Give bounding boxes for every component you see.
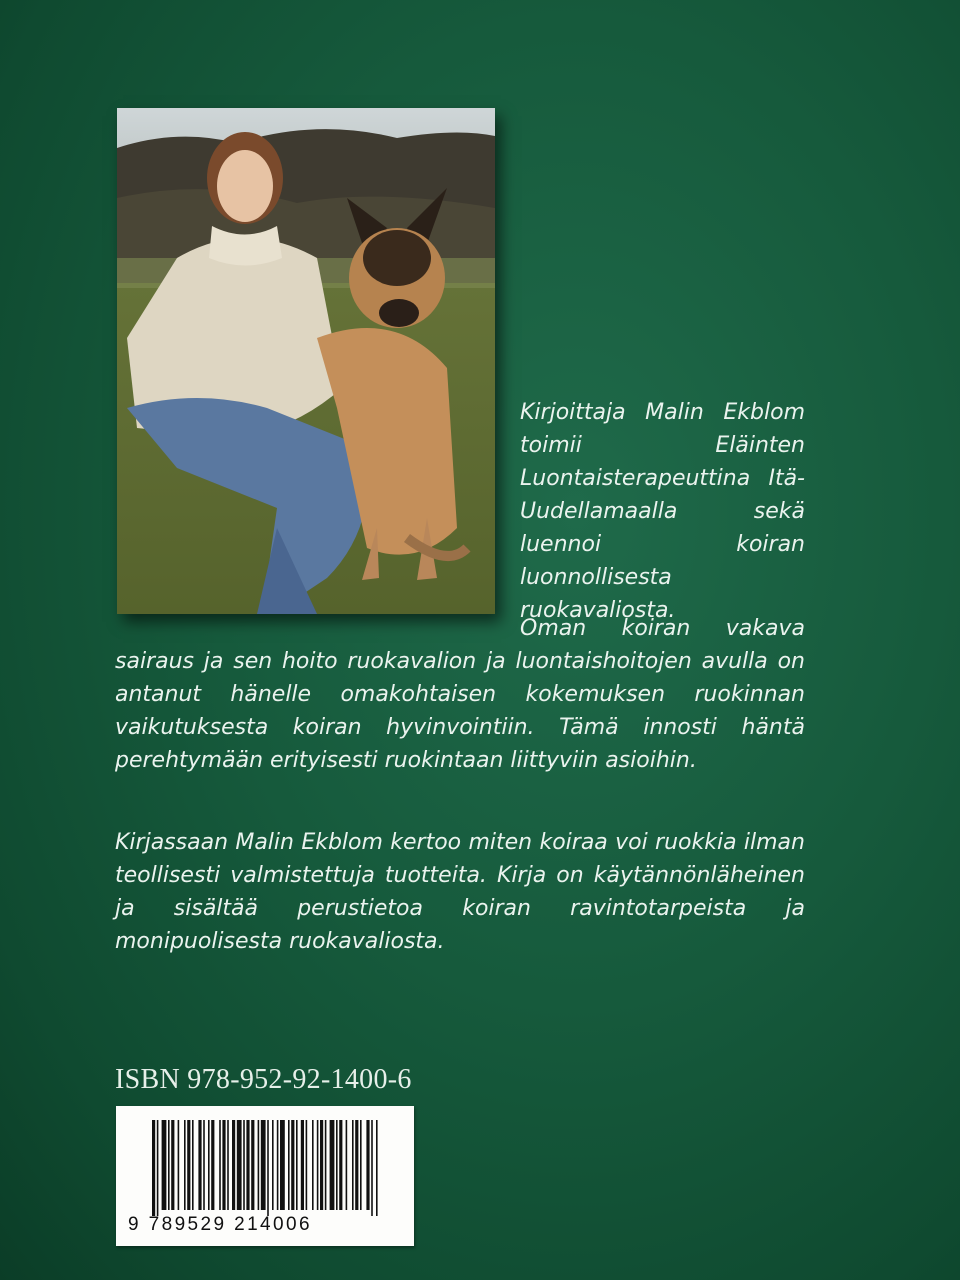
- barcode-bar: [301, 1120, 304, 1210]
- barcode-bar: [376, 1120, 378, 1216]
- barcode-bar: [192, 1120, 194, 1210]
- barcode-bar: [330, 1120, 335, 1210]
- barcode-bar: [346, 1120, 348, 1210]
- barcode-bar: [267, 1120, 269, 1216]
- barcode-bar: [371, 1120, 373, 1216]
- barcode-bar: [339, 1120, 342, 1210]
- author-bio-part1: Kirjoittaja Malin Ekblom toimii Eläinten Luontaisterapeuttina Itä-Uudellamaalla sekä luennoi koiran luonnollisesta ruokavaliosta.: [520, 400, 805, 623]
- barcode-bar: [320, 1120, 323, 1210]
- barcode-bars: [116, 1106, 414, 1216]
- barcode-bar: [360, 1120, 362, 1210]
- barcode-bar: [261, 1120, 266, 1210]
- barcode-bar: [272, 1120, 274, 1210]
- barcode-bar: [184, 1120, 186, 1210]
- barcode-bar: [232, 1120, 235, 1210]
- barcode-bar: [243, 1120, 245, 1210]
- barcode-bar: [251, 1120, 254, 1210]
- barcode-bar: [366, 1120, 369, 1210]
- barcode-bar: [288, 1120, 290, 1210]
- barcode-bar: [208, 1120, 210, 1210]
- barcode-bar: [306, 1120, 308, 1210]
- barcode-bar: [187, 1120, 190, 1210]
- author-bio-part2: Oman koiran vakava sairaus ja sen hoito ruokavalion ja luontaishoitojen avulla on antanut hänelle omakohtaisen kokemuksen ruokinnan vaikutuksesta koiran hyvinvointiin. Tämä innosti häntä perehtymään erityisesti ruokintaan liittyviin asioihin.: [115, 616, 805, 773]
- barcode-bar: [336, 1120, 338, 1210]
- barcode-bar: [352, 1120, 354, 1210]
- book-description: Kirjassaan Malin Ekblom kertoo miten koiraa voi ruokkia ilman teollisesti valmistettuja tuotteita. Kirja on käytännönläheinen ja sisältää perustietoa koiran ravintotarpeista ja monipuolisesta ruokavaliosta.: [115, 830, 805, 954]
- barcode-bar: [178, 1120, 180, 1210]
- barcode-bar: [296, 1120, 298, 1210]
- barcode-bar: [227, 1120, 229, 1210]
- author-with-dog-photo: [117, 108, 495, 614]
- barcode-bar: [258, 1120, 260, 1210]
- barcode-bar: [162, 1120, 167, 1210]
- author-photo: [117, 108, 495, 614]
- barcode-digits: 9 789529 214006: [128, 1214, 312, 1235]
- barcode-bar: [171, 1120, 174, 1210]
- barcode-bar: [219, 1120, 221, 1210]
- barcode-bar: [211, 1120, 214, 1210]
- barcode-bar: [168, 1120, 170, 1210]
- barcode-bar: [203, 1120, 205, 1210]
- barcode-bar: [280, 1120, 285, 1210]
- barcode-bar: [198, 1120, 201, 1210]
- barcode-bar: [355, 1120, 358, 1210]
- barcode-bar: [246, 1120, 249, 1210]
- barcode-bar: [222, 1120, 225, 1210]
- barcode-bar: [317, 1120, 319, 1210]
- barcode-bar: [152, 1120, 155, 1216]
- barcode-bar: [291, 1120, 294, 1210]
- barcode-bar: [325, 1120, 327, 1210]
- isbn-label: ISBN 978-952-92-1400-6: [115, 1064, 412, 1095]
- barcode-bar: [237, 1120, 242, 1210]
- barcode-bar: [157, 1120, 159, 1216]
- barcode-bar: [312, 1120, 314, 1210]
- barcode-bar: [277, 1120, 279, 1210]
- barcode: [116, 1106, 414, 1246]
